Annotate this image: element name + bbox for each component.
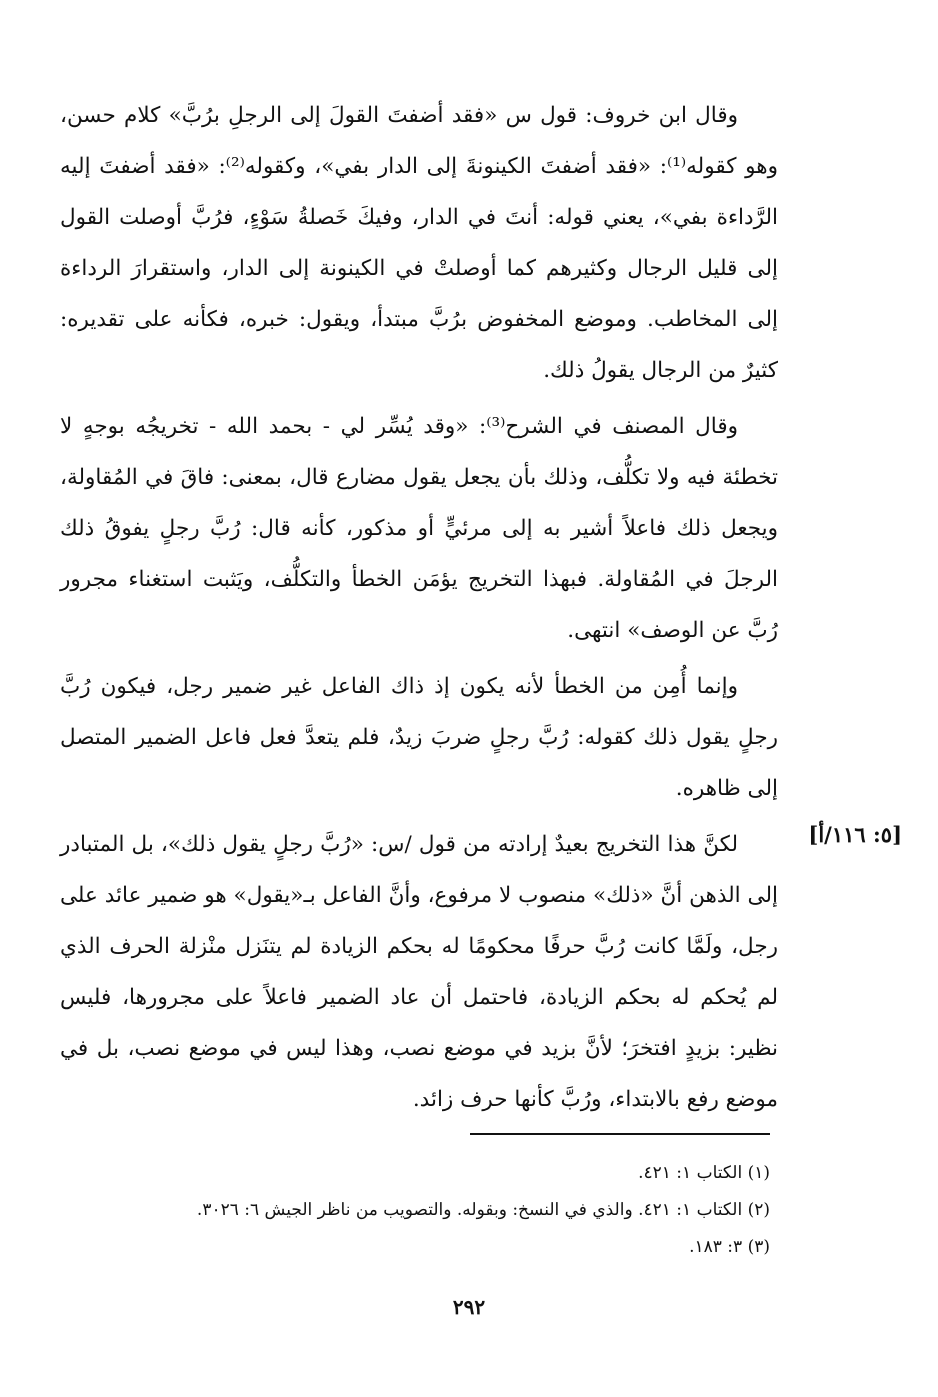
footnote-1: (١) الكتاب ١: ٤٢١.: [638, 1163, 770, 1183]
paragraph-1: وقال ابن خروف: قول س «فقد أضفتَ القولَ إلى الرجلِ برُبَّ» كلام حسن، وهو كقوله⁽¹⁾: «فقد أضفتَ الكينونةَ إلى الدار بفي»، وكقوله⁽²⁾: «فقد أضفتَ إليه الرَّداءة بفي»، يعني قوله: أنتَ في الدار، وفيكَ خَصلةُ سَوْءٍ، فرُبَّ أوصلت القول إلى قليل الرجال وكثيرهم كما أوصلتْ في الكينونة إلى الدار، واستقرارَ الرداءة إلى المخاطب. وموضع المخفوض برُبَّ مبتدأ، ويقول: خبره، فكأنه على تقديره: كثيرٌ من الرجال يقولُ ذلك.: [60, 103, 778, 383]
paragraph-2: وقال المصنف في الشرح⁽³⁾: «وقد يُسِّر لي - بحمد الله - تخريجُه بوجهٍ لا تخطئة فيه ولا تكلُّف، وذلك بأن يجعل يقول مضارع قال، بمعنى: فاقَ في المُقاولة، ويجعل ذلك فاعلاً أشير به إلى مرئيٍّ أو مذكور، كأنه قال: رُبَّ رجلٍ يفوقُ ذلك الرجلَ في المُقاولة. فبهذا التخريج يؤمَن الخطأ والتكلُّف، ويَثبت استغناء مجرور رُبَّ عن الوصف» انتهى.: [60, 414, 778, 643]
footnotes: [60, 1155, 770, 1266]
paragraph-3: وإنما أُمِن من الخطأ لأنه يكون إذ ذاك الفاعل غير ضمير رجل، فيكون رُبَّ رجلٍ يقول ذلك كقوله: رُبَّ رجلٍ ضربَ زيدٌ، فلم يتعدَّ فعل فاعل الضمير المتصل إلى ظاهره.: [60, 674, 778, 801]
footnote-3: (٣) ٣: ١٨٣.: [689, 1237, 770, 1257]
main-text: [60, 90, 778, 1130]
paragraph-4: لكنَّ هذا التخريج بعيدٌ إرادته من قول /س: «رُبَّ رجلٍ يقول ذلك»، بل المتبادر إلى الذهن أنَّ «ذلك» منصوب لا مرفوع، وأنَّ الفاعل بـ«يقول» هو ضمير عائد على رجل، ولَمَّا كانت رُبَّ حرفًا محكومًا له بحكم الزيادة لم يتنَزل منْزلة الحرف الذي لم يُحكم له بحكم الزيادة، فاحتمل أن عاد الضمير فاعلاً على مجرورها، فليس نظير: بزيدٍ افتخرَ؛ لأنَّ بزيد في موضع نصب، وهذا ليس في موضع نصب، بل في موضع رفع بالابتداء، ورُبَّ كأنها حرف زائد.: [60, 832, 778, 1112]
manuscript-folio-reference: [٥: ١١٦/أ]: [808, 822, 902, 847]
footnote-2: (٢) الكتاب ١: ٤٢١. والذي في النسخ: وبقوله. والتصويب من ناظر الجيش ٦: ٣٠٢٦.: [196, 1200, 770, 1220]
footnote-separator: [470, 1133, 770, 1135]
page-number: ٢٩٢: [452, 1295, 486, 1319]
